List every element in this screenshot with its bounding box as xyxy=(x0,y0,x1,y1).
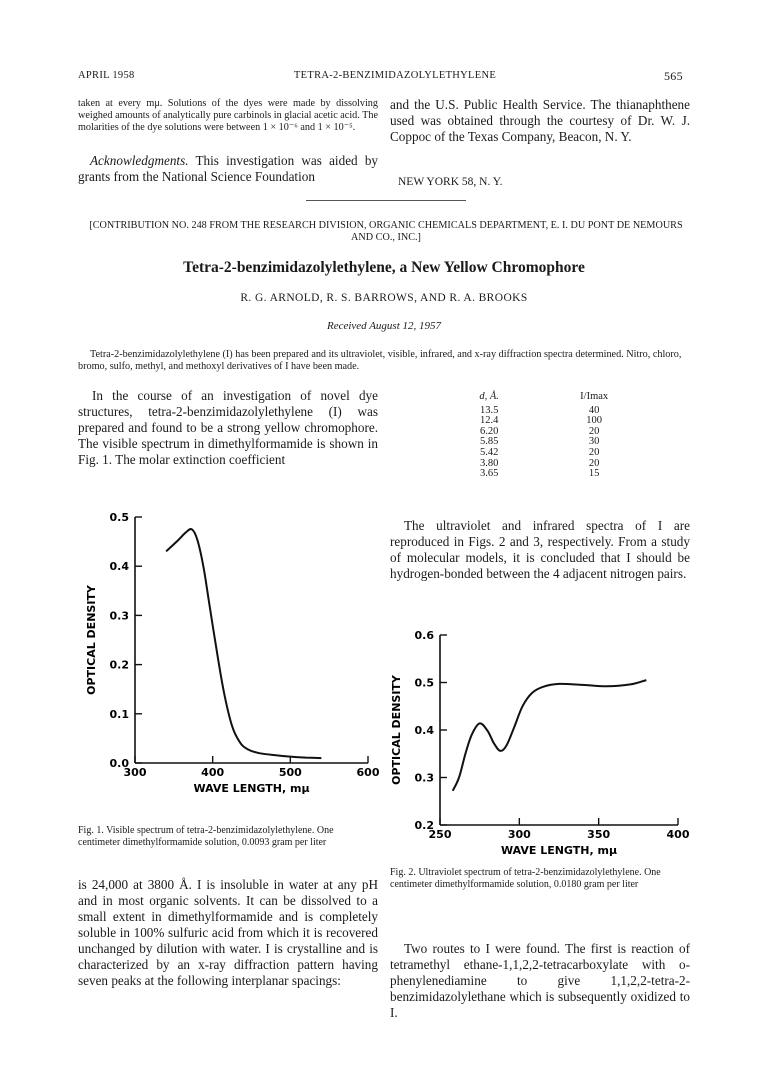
table-cell: 3.80 xyxy=(479,457,499,469)
x-tick-label: 300 xyxy=(123,766,147,779)
table-cell: 3.65 xyxy=(479,468,499,480)
x-tick-label: 600 xyxy=(356,766,380,779)
y-tick-label: 0.2 xyxy=(109,658,129,672)
y-tick-label: 0.5 xyxy=(109,511,129,524)
table-row xyxy=(446,406,656,417)
y-tick-label: 0.3 xyxy=(109,609,129,623)
acknowledgments-text: This investigation was aided by grants from the National Science Foundation xyxy=(78,153,379,184)
x-tick-label: 400 xyxy=(201,766,225,779)
table-cell: 100 xyxy=(586,415,603,427)
acknowledgments xyxy=(78,153,378,185)
received-date: Received August 12, 1957 xyxy=(326,320,442,332)
table-cell: 13.5 xyxy=(479,404,499,416)
table-cell: 20 xyxy=(588,457,600,469)
spectra-paragraph: The ultraviolet and infrared spectra of I are reproduced in Figs. 2 and 3, respectively. From a study of molecular models, it is concluded that I should be hydrogen-bonded between the 4 adjacent nitrogen pairs. xyxy=(390,518,690,581)
synthesis-paragraph: Two routes to I were found. The first is reaction of tetramethyl ethane-1,1,2,2-tetracarboxylate with o-phenylenediamine to give 1,1,2,2-tetra-2-benzimidazolylethane which is subsequently oxidized to I. xyxy=(390,941,690,1020)
x-tick-label: 250 xyxy=(428,828,452,841)
table-cell: 5.42 xyxy=(479,446,499,458)
table-header-row xyxy=(446,392,656,406)
table-cell: 20 xyxy=(588,425,600,437)
x-tick-label: 500 xyxy=(278,766,302,779)
y-axis-label: OPTICAL DENSITY xyxy=(85,585,98,695)
x-axis-label: WAVE LENGTH, mμ xyxy=(193,782,310,795)
table-row xyxy=(446,469,656,480)
column-header: d, Å. xyxy=(479,391,499,402)
article-title: Tetra-2-benzimidazolylethylene, a New Yellow Chromophore xyxy=(183,259,585,276)
table-cell: 40 xyxy=(588,404,600,416)
table-cell: 30 xyxy=(588,436,600,448)
x-tick-label: 400 xyxy=(666,828,690,841)
y-tick-label: 0.3 xyxy=(414,771,434,785)
y-tick-label: 0.1 xyxy=(109,707,129,721)
running-head-title: TETRA-2-BENZIMIDAZOLYLETHYLENE xyxy=(293,70,497,81)
y-tick-label: 0.4 xyxy=(109,560,129,574)
table-cell: 5.85 xyxy=(479,436,499,448)
xray-diffraction-table xyxy=(446,392,656,480)
acknowledgments-label: Acknowledgments. xyxy=(90,153,189,168)
x-tick-label: 350 xyxy=(587,828,611,841)
running-head-date: APRIL 1958 xyxy=(78,70,135,81)
authors: R. G. ARNOLD, R. S. BARROWS, AND R. A. BROOKS xyxy=(240,292,528,304)
abstract: Tetra-2-benzimidazolylethylene (I) has been prepared and its ultraviolet, visible, infrared, and x-ray diffraction spectra determined. Nitro, chloro, bromo, sulfo, methyl, and methoxyl derivatives of I have been made. xyxy=(78,349,682,372)
figure-1-caption: Fig. 1. Visible spectrum of tetra-2-benzimidazolylethylene. One centimeter dimethylformamide solution, 0.0093 gram per liter xyxy=(78,825,334,848)
prev-article-paragraph: taken at every mμ. Solutions of the dyes were made by dissolving weighed amounts of analytically pure carbinols in glacial acetic acid. The molarities of the dye solutions were between 1 × 10⁻⁶ and 1 × 10⁻⁵. xyxy=(78,98,378,133)
contribution-note: [CONTRIBUTION NO. 248 FROM THE RESEARCH DIVISION, ORGANIC CHEMICALS DEPARTMENT, E. I. DU PONT DE NEMOURS AND CO., INC.] xyxy=(89,220,683,243)
page-number: 565 xyxy=(664,69,683,83)
table-cell: 6.20 xyxy=(479,425,499,437)
y-tick-label: 0.0 xyxy=(109,757,129,770)
author-location: NEW YORK 58, N. Y. xyxy=(398,176,503,188)
table-row xyxy=(446,459,656,470)
figure-2-uv-spectrum xyxy=(380,622,700,862)
spectrum-curve xyxy=(166,529,321,758)
y-tick-label: 0.5 xyxy=(414,676,434,690)
figure-2-caption: Fig. 2. Ultraviolet spectrum of tetra-2-benzimidazolylethylene. One centimeter dimethylformamide solution, 0.0180 gram per liter xyxy=(390,867,661,890)
y-tick-label: 0.4 xyxy=(414,724,434,737)
y-axis-label: OPTICAL DENSITY xyxy=(390,675,403,785)
x-axis-label: WAVE LENGTH, mμ xyxy=(500,844,618,857)
table-row xyxy=(446,416,656,427)
x-tick-label: 300 xyxy=(507,828,531,841)
figure-1-visible-spectrum xyxy=(70,505,390,815)
table-row xyxy=(446,448,656,459)
table-cell: 12.4 xyxy=(479,415,499,427)
table-cell: 15 xyxy=(588,468,600,480)
section-divider xyxy=(306,200,466,201)
table-cell: 20 xyxy=(588,446,600,458)
y-tick-label: 0.6 xyxy=(414,629,434,642)
column-header: I/Imax xyxy=(580,391,609,402)
table-row xyxy=(446,437,656,448)
y-tick-label: 0.2 xyxy=(414,819,434,832)
table-row xyxy=(446,427,656,438)
spectrum-curve xyxy=(453,680,647,791)
prev-article-right-paragraph: and the U.S. Public Health Service. The thianaphthene used was obtained through the courtesy of Dr. W. J. Coppoc of the Texas Company, Beacon, N. Y. xyxy=(390,97,690,144)
properties-paragraph: is 24,000 at 3800 Å. I is insoluble in water at any pH and in most organic solvents. It can be dissolved to a small extent in dimethylformamide and is completely soluble in 100% sulfuric acid from which it is recovered unchanged by dilution with water. I is crystalline and is characterized by an x-ray diffraction pattern having seven peaks at the following interplanar spacings: xyxy=(78,877,378,988)
intro-paragraph: In the course of an investigation of novel dye structures, tetra-2-benzimidazolylethylene (I) was prepared and found to be a strong yellow chromophore. The visible spectrum in dimethylformamide is shown in Fig. 1. The molar extinction coefficient xyxy=(78,388,378,467)
